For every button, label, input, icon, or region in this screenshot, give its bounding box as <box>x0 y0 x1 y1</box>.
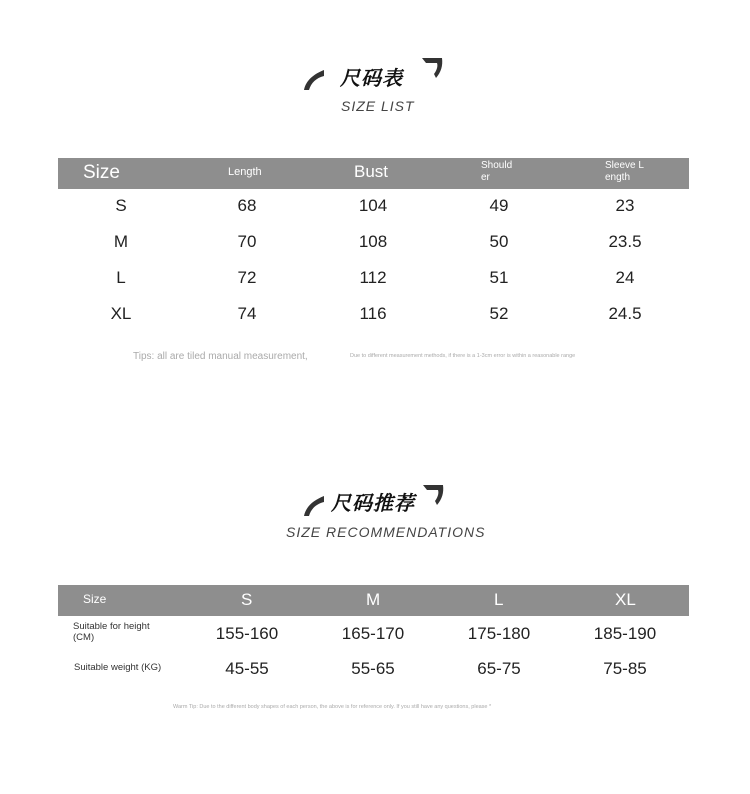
header-size: Size <box>83 162 120 183</box>
cell: 165-170 <box>341 624 405 643</box>
size-recommendations-title-cn: 尺码推荐 <box>331 491 415 515</box>
size-list-title-cn: 尺码表 <box>340 66 403 90</box>
cell: 175-180 <box>467 624 531 643</box>
cell: 65-75 <box>477 659 521 678</box>
size-recommendations-title-en: SIZE RECOMMENDATIONS <box>286 524 486 540</box>
cell: 108 <box>358 232 388 251</box>
size-list-tip-right: Due to different measurement methods, if there is a 1-3cm error is within a reasonable range <box>350 353 576 359</box>
header-sleeve-length: Sleeve L ength <box>605 160 644 183</box>
cell: M <box>113 232 129 251</box>
left-bracket-icon <box>300 492 330 520</box>
size-list-tip-left: Tips: all are tiled manual measurement, <box>133 351 308 362</box>
cell: L <box>116 268 126 287</box>
cell: 51 <box>489 268 509 287</box>
cell: 49 <box>489 196 509 215</box>
cell: 23.5 <box>608 232 642 251</box>
cell: 74 <box>237 304 257 323</box>
cell: 155-160 <box>215 624 279 643</box>
cell: 68 <box>237 196 257 215</box>
cell: 104 <box>358 196 388 215</box>
cell: 52 <box>489 304 509 323</box>
cell: 45-55 <box>225 659 269 678</box>
warm-tip: Warm Tip: Due to the different body shapes of each person, the above is for reference only. If you still have any questions, please * <box>173 704 492 710</box>
header-xl: XL <box>615 590 636 609</box>
header-l: L <box>494 590 504 609</box>
cell: 116 <box>359 304 387 323</box>
cell: 185-190 <box>593 624 657 643</box>
cell: 50 <box>489 232 509 251</box>
size-recommendations-header <box>58 585 689 616</box>
size-list-title-en: SIZE LIST <box>341 98 415 114</box>
header-m: M <box>366 590 381 609</box>
header-s: S <box>241 590 253 609</box>
header-bust: Bust <box>354 162 389 181</box>
cell: 75-85 <box>603 659 647 678</box>
cell: 23 <box>615 196 635 215</box>
right-bracket-icon <box>420 54 448 82</box>
size-list-header <box>58 158 689 189</box>
row-label-height: Suitable for height (CM) <box>73 621 150 643</box>
header-shoulder: Should er <box>481 160 513 183</box>
cell: 55-65 <box>351 659 395 678</box>
cell: 24 <box>615 268 635 287</box>
cell: 24.5 <box>608 304 642 323</box>
header-size: Size <box>83 592 107 606</box>
row-label-weight: Suitable weight (KG) <box>74 662 162 673</box>
header-length: Length <box>228 166 262 178</box>
cell: 70 <box>237 232 257 251</box>
left-bracket-icon <box>300 66 330 94</box>
cell: S <box>115 196 127 215</box>
cell: XL <box>110 304 132 323</box>
cell: 72 <box>237 268 257 287</box>
cell: 112 <box>359 268 387 287</box>
right-bracket-icon <box>421 481 449 509</box>
